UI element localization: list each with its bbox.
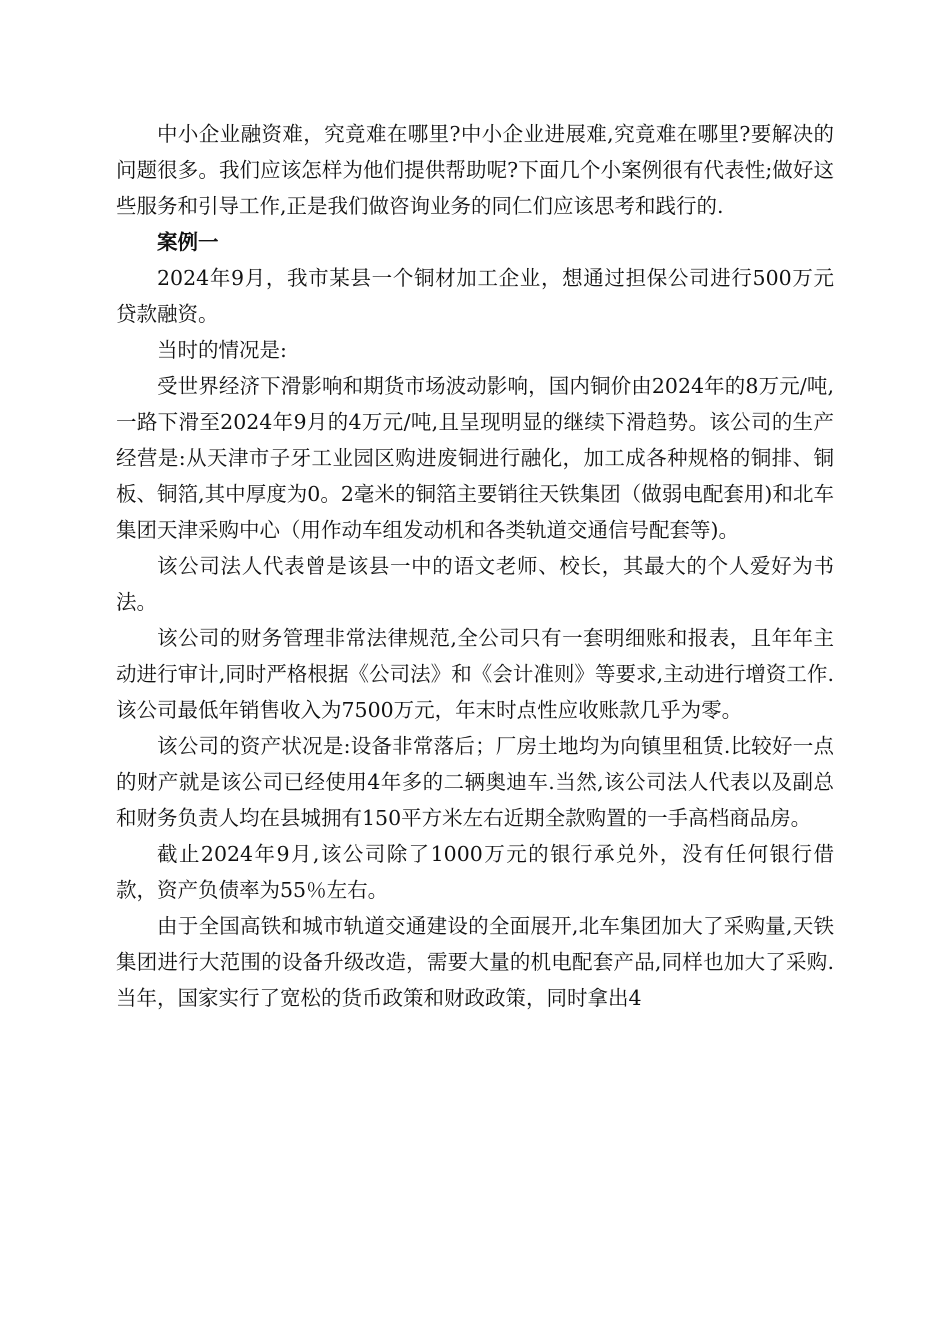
body-paragraph: 该公司的财务管理非常法律规范,全公司只有一套明细账和报表，且年年主动进行审计,同时严格根据《公司法》和《会计准则》等要求,主动进行增资工作.该公司最低年销售收入为7500万元，年末时点性应收账款几乎为零。 — [116, 626, 834, 722]
case-heading: 案例一 — [157, 230, 219, 254]
body-paragraph: 当时的情况是: — [157, 338, 287, 362]
document-page — [116, 116, 834, 1016]
body-paragraph: 该公司的资产状况是:设备非常落后；厂房土地均为向镇里租赁.比较好一点的财产就是该公司已经使用4年多的二辆奥迪车.当然,该公司法人代表以及副总和财务负责人均在县城拥有150平方米左右近期全款购置的一手高档商品房。 — [116, 734, 834, 830]
body-paragraph: 由于全国高铁和城市轨道交通建设的全面展开,北车集团加大了采购量,天铁集团进行大范围的设备升级改造，需要大量的机电配套产品,同样也加大了采购.当年，国家实行了宽松的货币政策和财政政策，同时拿出4 — [116, 914, 834, 1010]
body-paragraph: 受世界经济下滑影响和期货市场波动影响，国内铜价由2024年的8万元/吨,一路下滑至2024年9月的4万元/吨,且呈现明显的继续下滑趋势。该公司的生产经营是:从天津市子牙工业园区购进废铜进行融化，加工成各种规格的铜排、铜板、铜箔,其中厚度为0。2毫米的铜箔主要销往天铁集团（做弱电配套用)和北车集团天津采购中心（用作动车组发动机和各类轨道交通信号配套等)。 — [116, 374, 834, 542]
body-paragraph: 2024年9月，我市某县一个铜材加工企业，想通过担保公司进行500万元贷款融资。 — [116, 266, 834, 326]
intro-paragraph: 中小企业融资难，究竟难在哪里?中小企业进展难,究竟难在哪里?要解决的问题很多。我们应该怎样为他们提供帮助呢?下面几个小案例很有代表性;做好这些服务和引导工作,正是我们做咨询业务的同仁们应该思考和践行的. — [116, 122, 834, 218]
body-paragraph: 该公司法人代表曾是该县一中的语文老师、校长，其最大的个人爱好为书法。 — [116, 554, 834, 614]
body-paragraph: 截止2024年9月,该公司除了1000万元的银行承兑外，没有任何银行借款，资产负债率为55％左右。 — [116, 842, 834, 902]
